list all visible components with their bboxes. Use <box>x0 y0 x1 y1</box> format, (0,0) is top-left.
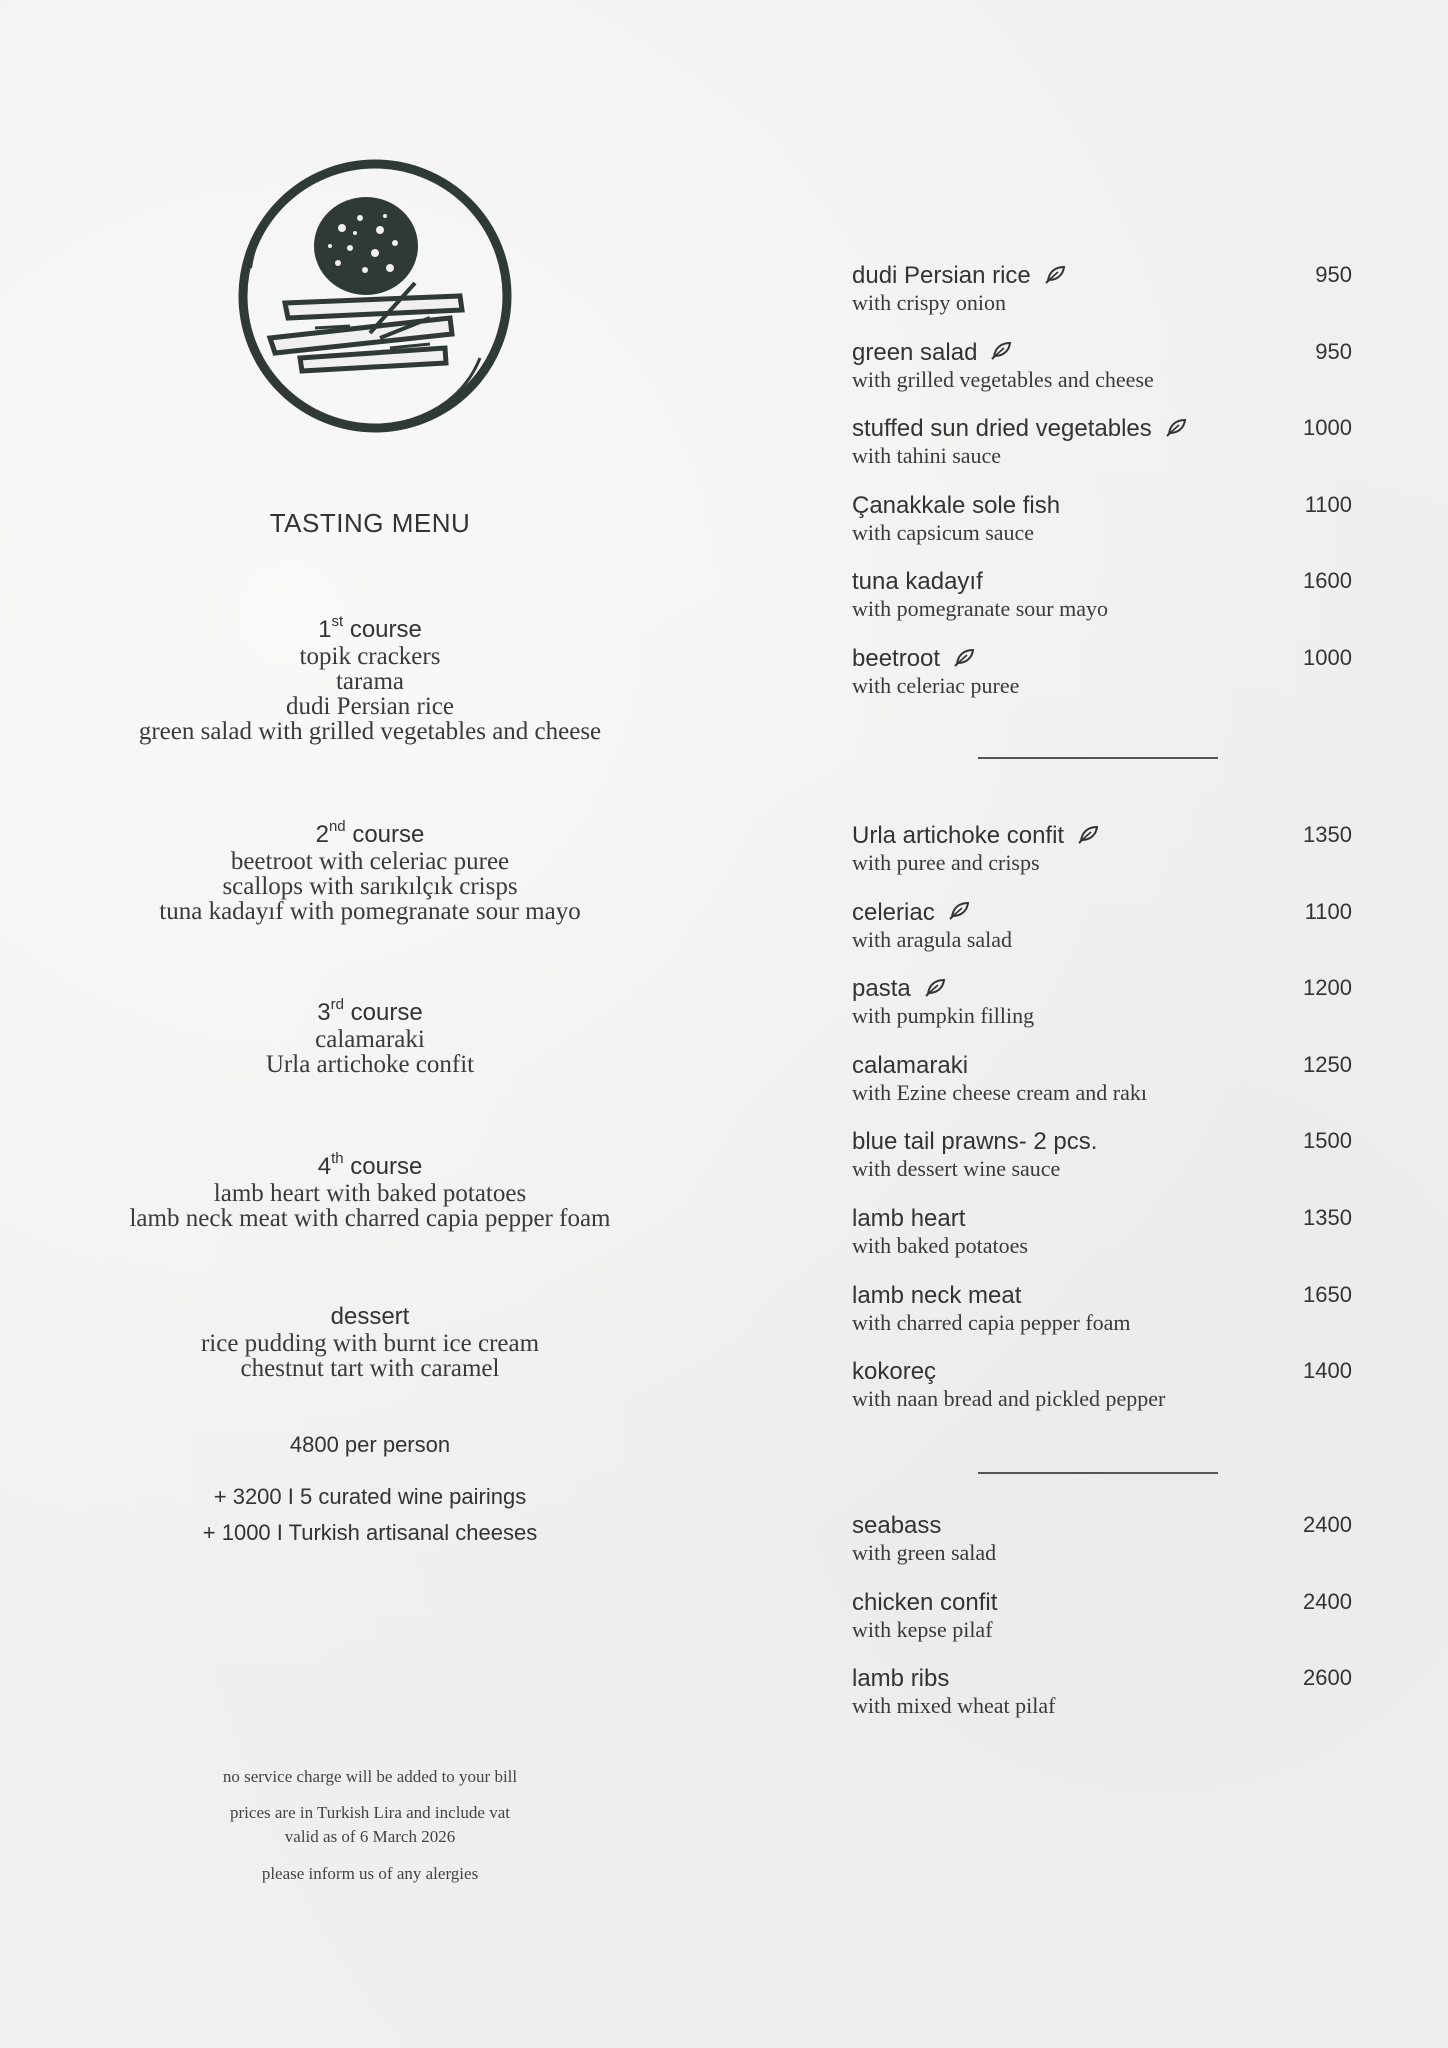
restaurant-logo <box>230 158 520 433</box>
vegetarian-leaf-icon <box>925 976 947 1004</box>
menu-item <box>852 1358 1352 1418</box>
dish-name-text: Çanakkale sole fish <box>852 491 1061 519</box>
vegetarian-leaf-icon <box>954 646 976 674</box>
dish-description: with dessert wine sauce <box>852 1156 1061 1182</box>
dish-description: with green salad <box>852 1540 997 1565</box>
dish-description: with naan bread and pickled pepper <box>852 1386 1166 1412</box>
course-item: topik crackers <box>299 643 441 670</box>
per-person-price: 4800 per person <box>289 1432 451 1457</box>
course-item: beetroot with celeriac puree <box>230 848 510 875</box>
dish-description: with mixed wheat pilaf <box>852 1693 1056 1719</box>
dish-price: 1250 <box>1303 1051 1352 1077</box>
dish-description: with grilled vegetables and cheese <box>852 366 1154 392</box>
course-heading: 4th course <box>317 1150 423 1180</box>
vegetarian-leaf-icon <box>949 899 971 927</box>
dish-description: with capsicum sauce <box>852 519 1035 545</box>
menu-item <box>852 899 1352 959</box>
menu-item <box>852 415 1352 475</box>
course-heading: dessert <box>330 1303 410 1330</box>
dish-name <box>852 1282 1021 1310</box>
course-4 <box>90 1147 650 1231</box>
dish-description: with charred capia pepper foam <box>852 1309 1131 1335</box>
dish-price: 950 <box>1315 262 1352 287</box>
dish-price: 1200 <box>1303 975 1352 1001</box>
dish-name-text: blue tail prawns- 2 pcs. <box>852 1128 1098 1156</box>
course-item: tuna kadayıf with pomegranate sour mayo <box>159 898 581 925</box>
menu-item <box>852 1589 1352 1649</box>
dish-description: with Ezine cheese cream and rakı <box>852 1079 1148 1105</box>
dish-price: 2400 <box>1303 1588 1352 1614</box>
cheese-pairing-price: + 1000 I Turkish artisanal cheeses <box>202 1520 538 1545</box>
dish-name-text: dudi Persian rice <box>852 262 1031 289</box>
dish-price: 1100 <box>1304 898 1352 924</box>
dish-name <box>852 899 971 928</box>
dish-name-text: tuna kadayıf <box>852 568 983 596</box>
dish-description: with tahini sauce <box>852 443 1002 469</box>
menu-item <box>852 975 1352 1035</box>
dish-price: 1000 <box>1303 415 1352 441</box>
dish-price: 2400 <box>1303 1512 1352 1537</box>
dish-name-text: celeriac <box>852 898 935 926</box>
dish-name-text: pasta <box>852 975 911 1003</box>
dish-name <box>852 492 1060 520</box>
dish-description: with kepse pilaf <box>852 1616 993 1642</box>
dish-name <box>852 1589 997 1617</box>
vegetarian-leaf-icon <box>1078 823 1100 851</box>
course-item: scallops with sarıkılçık crisps <box>222 873 518 900</box>
dish-name-text: calamaraki <box>852 1051 969 1079</box>
dish-name-text: chicken confit <box>852 1588 998 1616</box>
dish-price: 1600 <box>1303 568 1352 594</box>
menu-item <box>852 1512 1352 1572</box>
wine-pairing-price: + 3200 I 5 curated wine pairings <box>213 1484 527 1509</box>
dish-name-text: Urla artichoke confit <box>852 822 1065 849</box>
dish-name <box>852 1052 968 1080</box>
dish-description: with aragula salad <box>852 926 1013 952</box>
dish-description: with pumpkin filling <box>852 1003 1035 1029</box>
dish-name <box>852 1358 936 1386</box>
course-heading: 3rd course <box>317 996 423 1026</box>
dish-price: 1350 <box>1303 822 1352 847</box>
menu-item <box>852 645 1352 705</box>
dish-name <box>852 822 1100 851</box>
dish-name <box>852 975 947 1004</box>
course-1 <box>90 610 650 744</box>
menu-item <box>852 1128 1352 1188</box>
course-item: calamaraki <box>315 1026 425 1053</box>
dish-name <box>852 568 983 596</box>
course-heading: 2nd course <box>315 818 425 848</box>
dish-name <box>852 339 1013 368</box>
dish-name <box>852 262 1067 291</box>
dish-price: 2600 <box>1303 1665 1352 1691</box>
dish-description: with crispy onion <box>852 290 1006 315</box>
dish-name-text: seabass <box>852 1512 942 1539</box>
dish-name <box>852 415 1188 444</box>
course-item: tarama <box>335 668 404 695</box>
dish-name-text: kokoreç <box>852 1358 937 1386</box>
dish-description: with puree and crisps <box>852 850 1040 875</box>
course-item: lamb heart with baked potatoes <box>213 1180 527 1207</box>
menu-item <box>852 1052 1352 1112</box>
section-divider <box>978 757 1218 759</box>
dish-name-text: lamb heart <box>852 1205 966 1232</box>
dish-price: 1000 <box>1303 645 1352 670</box>
course-heading: 1st course <box>318 613 422 643</box>
currency-note: prices are in Turkish Lira and include vat valid as of 6 March 2026 <box>230 1803 510 1846</box>
course-item: rice pudding with burnt ice cream <box>200 1330 540 1357</box>
dish-name-text: lamb neck meat <box>852 1281 1022 1309</box>
course-item: chestnut tart with caramel <box>240 1355 500 1382</box>
menu-item <box>852 568 1352 628</box>
dish-name <box>852 1512 941 1540</box>
menu-item <box>852 339 1352 399</box>
section-divider <box>978 1472 1218 1474</box>
menu-item <box>852 822 1352 882</box>
allergy-note: please inform us of any alergies <box>261 1864 479 1883</box>
dish-price: 1100 <box>1304 491 1352 517</box>
dish-description: with pomegranate sour mayo <box>852 596 1108 622</box>
course-2 <box>90 815 650 924</box>
vegetarian-leaf-icon <box>1045 263 1067 291</box>
menu-item <box>852 492 1352 552</box>
dish-name <box>852 645 976 674</box>
course-item: dudi Persian rice <box>285 693 454 720</box>
dish-description: with celeriac puree <box>852 673 1020 698</box>
vegetarian-leaf-icon <box>1166 416 1188 444</box>
dish-name-text: green salad <box>852 338 978 366</box>
dish-name <box>852 1205 965 1233</box>
dish-description: with baked potatoes <box>852 1233 1028 1258</box>
dish-price: 1500 <box>1303 1128 1352 1154</box>
course-item: green salad with grilled vegetables and cheese <box>138 718 602 745</box>
menu-item <box>852 262 1352 322</box>
dish-price: 1400 <box>1303 1358 1352 1384</box>
service-charge-note: no service charge will be added to your bill <box>222 1767 518 1786</box>
course-item: lamb neck meat with charred capia pepper foam <box>129 1205 611 1232</box>
dish-name <box>852 1128 1097 1156</box>
course-item: Urla artichoke confit <box>265 1051 475 1078</box>
tasting-menu-title: TASTING MENU <box>269 508 471 538</box>
course-3 <box>90 993 650 1077</box>
dish-price: 950 <box>1315 338 1352 364</box>
dish-name-text: beetroot <box>852 645 941 672</box>
dish-name <box>852 1665 949 1693</box>
dish-price: 1350 <box>1303 1205 1352 1230</box>
menu-item <box>852 1282 1352 1342</box>
dish-name-text: lamb ribs <box>852 1665 950 1693</box>
vegetarian-leaf-icon <box>991 339 1013 367</box>
menu-item <box>852 1205 1352 1265</box>
dish-price: 1650 <box>1303 1281 1352 1307</box>
menu-item <box>852 1665 1352 1725</box>
dish-name-text: stuffed sun dried vegetables <box>852 415 1152 443</box>
course-dessert <box>90 1303 650 1381</box>
